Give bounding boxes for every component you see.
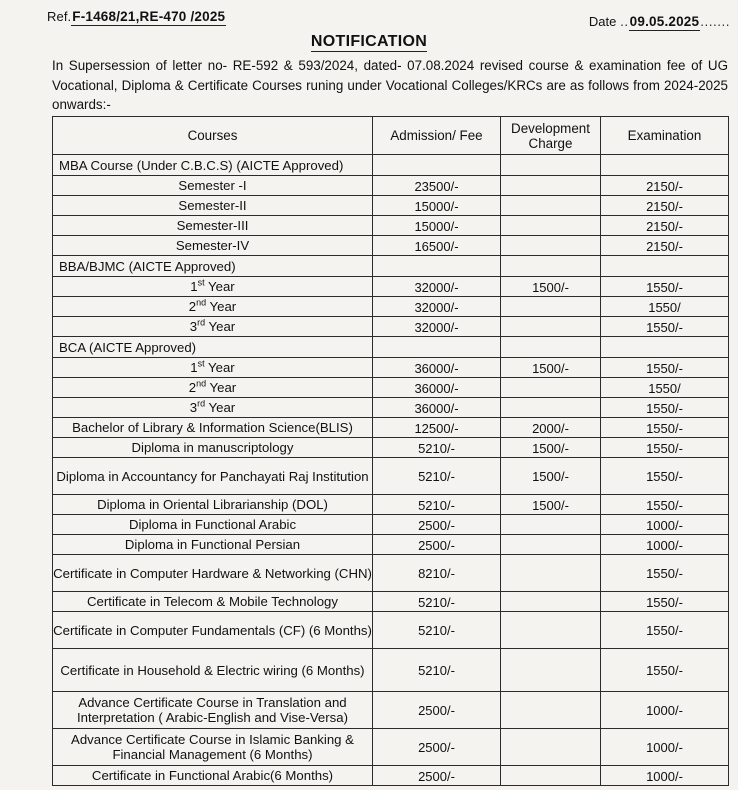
cell-course: Diploma in manuscriptology (53, 438, 373, 458)
cell-development (501, 535, 601, 555)
cell-development (501, 612, 601, 649)
cell-development: 1500/- (501, 458, 601, 495)
cell-admission: 15000/- (373, 196, 501, 216)
cell-examination: 1550/- (601, 398, 729, 418)
cell-examination: 1550/- (601, 438, 729, 458)
cell-course: BCA (AICTE Approved) (53, 337, 373, 358)
cell-admission (373, 155, 501, 176)
cell-development (501, 236, 601, 256)
cell-examination: 1550/ (601, 378, 729, 398)
cell-examination: 1550/- (601, 317, 729, 337)
cell-admission (373, 256, 501, 277)
cell-development (501, 196, 601, 216)
cell-development (501, 766, 601, 786)
cell-examination: 1550/ (601, 297, 729, 317)
cell-examination: 1000/- (601, 515, 729, 535)
cell-development (501, 515, 601, 535)
table-row (53, 692, 729, 729)
table-row (53, 358, 729, 378)
cell-admission: 36000/- (373, 378, 501, 398)
cell-admission: 12500/- (373, 418, 501, 438)
cell-admission: 5210/- (373, 495, 501, 515)
cell-admission: 2500/- (373, 692, 501, 729)
cell-course: Diploma in Functional Arabic (53, 515, 373, 535)
cell-course: 1st Year (53, 358, 373, 378)
cell-course: 2nd Year (53, 378, 373, 398)
page-title (0, 33, 738, 51)
cell-course: Advance Certificate Course in Islamic Banking & Financial Management (6 Months) (53, 729, 373, 766)
ordinal-suffix: nd (196, 297, 207, 308)
cell-course: Semester-III (53, 216, 373, 236)
cell-course: Advance Certificate Course in Translation and Interpretation ( Arabic-English and Vise-Versa) (53, 692, 373, 729)
table-row (53, 398, 729, 418)
cell-development: 1500/- (501, 438, 601, 458)
cell-examination (601, 155, 729, 176)
cell-examination: 1550/- (601, 495, 729, 515)
reference-number (47, 9, 226, 24)
intro-paragraph: In Supersession of letter no- RE-592 & 593/2024, dated- 07.08.2024 revised course & examination fee of UG Vocational, Diploma & Certificate Courses runing under Vocational Colleges/KRCs are as follows from 2024-2025 onwards:- (52, 58, 728, 112)
table-row (53, 495, 729, 515)
cell-examination: 1550/- (601, 358, 729, 378)
table-row (53, 418, 729, 438)
cell-examination: 2150/- (601, 216, 729, 236)
cell-examination: 1550/- (601, 592, 729, 612)
cell-admission: 2500/- (373, 515, 501, 535)
table-row (53, 256, 729, 277)
cell-development (501, 692, 601, 729)
fee-table-container (52, 116, 728, 786)
table-row (53, 297, 729, 317)
cell-development (501, 398, 601, 418)
cell-course: 3rd Year (53, 317, 373, 337)
cell-course: Certificate in Household & Electric wiring (6 Months) (53, 649, 373, 692)
cell-examination: 2150/- (601, 236, 729, 256)
cell-development (501, 256, 601, 277)
cell-course: BBA/BJMC (AICTE Approved) (53, 256, 373, 277)
ordinal-suffix: st (197, 277, 205, 288)
cell-course: 3rd Year (53, 398, 373, 418)
col-header-courses: Courses (53, 117, 373, 155)
cell-admission: 5210/- (373, 592, 501, 612)
fee-table-body (53, 155, 729, 786)
table-row (53, 535, 729, 555)
table-row (53, 766, 729, 786)
cell-examination: 1550/- (601, 612, 729, 649)
cell-examination: 1550/- (601, 649, 729, 692)
cell-development (501, 649, 601, 692)
cell-examination: 1550/- (601, 418, 729, 438)
cell-development (501, 176, 601, 196)
date-value: 09.05.2025 (629, 14, 700, 29)
cell-examination: 1550/- (601, 555, 729, 592)
table-row (53, 176, 729, 196)
col-header-examination: Examination (601, 117, 729, 155)
cell-admission: 15000/- (373, 216, 501, 236)
cell-examination: 1000/- (601, 766, 729, 786)
cell-admission: 5210/- (373, 458, 501, 495)
cell-development (501, 317, 601, 337)
cell-examination: 1000/- (601, 729, 729, 766)
table-row (53, 612, 729, 649)
cell-course: MBA Course (Under C.B.C.S) (AICTE Approved) (53, 155, 373, 176)
fee-table (52, 116, 729, 786)
cell-development (501, 592, 601, 612)
cell-admission: 16500/- (373, 236, 501, 256)
col-header-development: Development Charge (501, 117, 601, 155)
cell-admission: 2500/- (373, 535, 501, 555)
date-leader-dots: .. (620, 14, 629, 29)
table-row (53, 458, 729, 495)
cell-admission: 5210/- (373, 649, 501, 692)
cell-examination (601, 337, 729, 358)
table-row (53, 317, 729, 337)
cell-course: Semester-IV (53, 236, 373, 256)
cell-admission: 36000/- (373, 358, 501, 378)
cell-development (501, 378, 601, 398)
cell-course: Semester-II (53, 196, 373, 216)
date-label: Date (588, 14, 617, 29)
cell-development (501, 297, 601, 317)
cell-admission (373, 337, 501, 358)
cell-course: 2nd Year (53, 297, 373, 317)
document-date (589, 14, 730, 29)
table-row (53, 337, 729, 358)
table-row (53, 155, 729, 176)
ordinal-suffix: st (197, 358, 205, 369)
cell-development: 2000/- (501, 418, 601, 438)
table-row (53, 236, 729, 256)
cell-admission: 2500/- (373, 729, 501, 766)
table-row (53, 378, 729, 398)
table-row (53, 438, 729, 458)
cell-admission: 32000/- (373, 277, 501, 297)
table-row (53, 649, 729, 692)
document-header (0, 0, 738, 30)
cell-admission: 23500/- (373, 176, 501, 196)
cell-development (501, 729, 601, 766)
cell-examination (601, 256, 729, 277)
cell-course: Diploma in Oriental Librarianship (DOL) (53, 495, 373, 515)
cell-development (501, 155, 601, 176)
cell-development (501, 216, 601, 236)
table-row (53, 196, 729, 216)
cell-admission: 36000/- (373, 398, 501, 418)
cell-examination: 1550/- (601, 458, 729, 495)
cell-admission: 5210/- (373, 438, 501, 458)
cell-course: Semester -I (53, 176, 373, 196)
cell-course: Diploma in Accountancy for Panchayati Raj Institution (53, 458, 373, 495)
table-row (53, 515, 729, 535)
cell-admission: 8210/- (373, 555, 501, 592)
cell-examination: 1550/- (601, 277, 729, 297)
table-row (53, 216, 729, 236)
cell-admission: 2500/- (373, 766, 501, 786)
cell-development: 1500/- (501, 495, 601, 515)
col-header-admission: Admission/ Fee (373, 117, 501, 155)
ordinal-suffix: nd (196, 378, 207, 389)
cell-admission: 5210/- (373, 612, 501, 649)
cell-course: Diploma in Functional Persian (53, 535, 373, 555)
cell-course: Certificate in Functional Arabic(6 Months) (53, 766, 373, 786)
cell-course: Certificate in Telecom & Mobile Technology (53, 592, 373, 612)
table-header-row (53, 117, 729, 155)
ordinal-suffix: rd (197, 398, 206, 409)
cell-admission: 32000/- (373, 317, 501, 337)
ordinal-suffix: rd (197, 317, 206, 328)
table-row (53, 592, 729, 612)
table-row (53, 555, 729, 592)
cell-course: 1st Year (53, 277, 373, 297)
cell-course: Bachelor of Library & Information Science(BLIS) (53, 418, 373, 438)
cell-examination: 2150/- (601, 196, 729, 216)
cell-development (501, 555, 601, 592)
cell-development (501, 337, 601, 358)
date-trailing-dots: ....... (700, 14, 730, 29)
reference-value: F-1468/21,RE-470 /2025 (72, 9, 226, 24)
cell-examination: 1000/- (601, 692, 729, 729)
cell-course: Certificate in Computer Hardware & Networking (CHN) (53, 555, 373, 592)
reference-label: Ref. (47, 9, 72, 24)
cell-examination: 2150/- (601, 176, 729, 196)
cell-examination: 1000/- (601, 535, 729, 555)
cell-admission: 32000/- (373, 297, 501, 317)
table-row (53, 729, 729, 766)
page-title-text: NOTIFICATION (310, 33, 428, 50)
cell-development: 1500/- (501, 277, 601, 297)
table-row (53, 277, 729, 297)
cell-development: 1500/- (501, 358, 601, 378)
cell-course: Certificate in Computer Fundamentals (CF) (6 Months) (53, 612, 373, 649)
